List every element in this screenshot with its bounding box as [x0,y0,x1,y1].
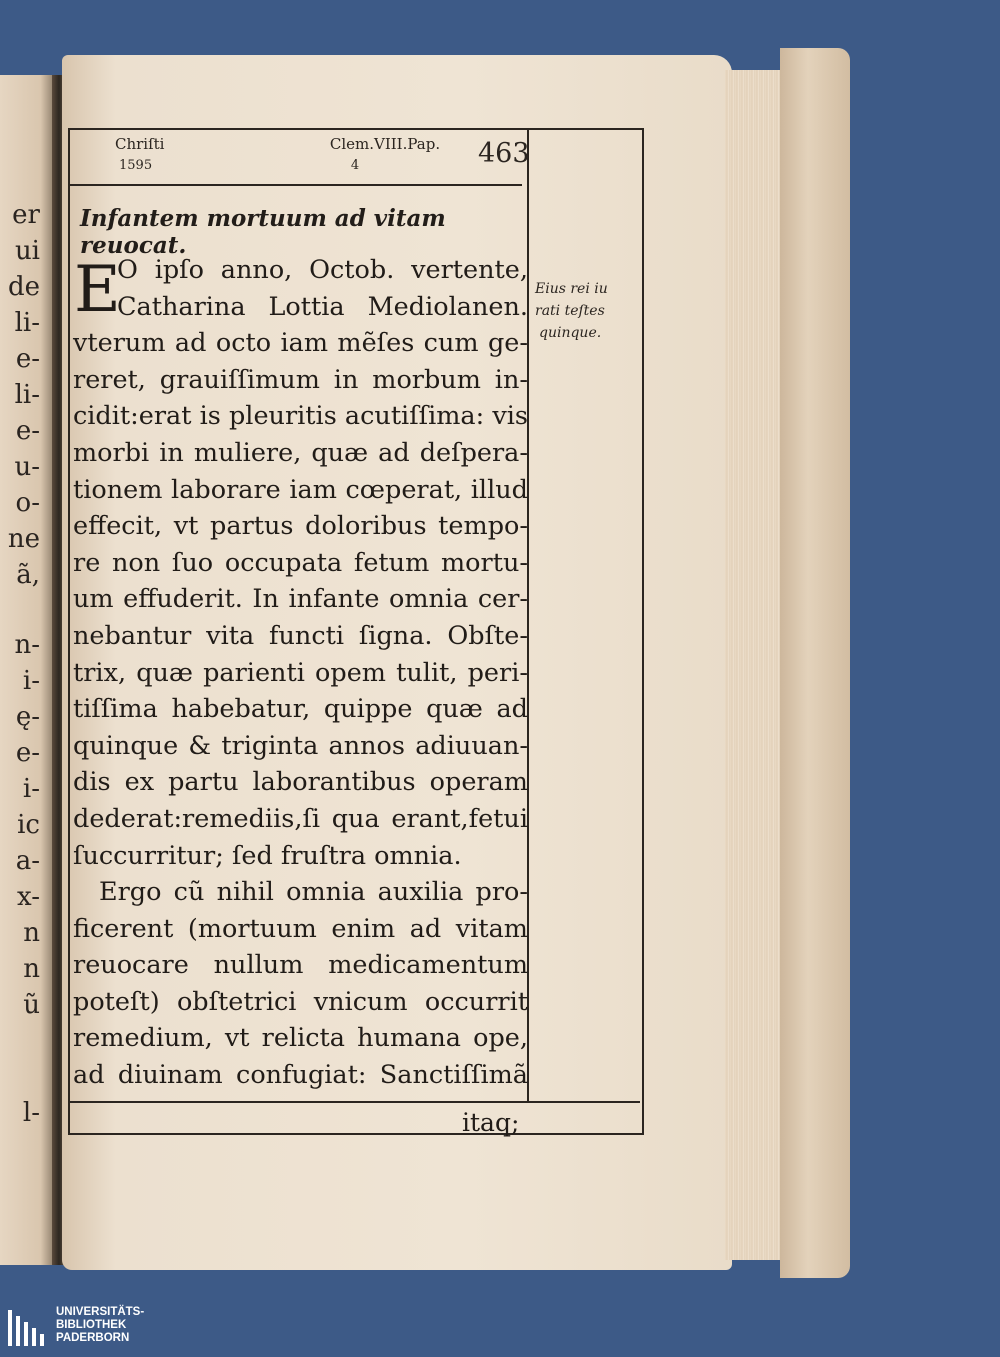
left-page-fragment-text: ę- [15,702,40,732]
left-page-fragment-text: li- [14,380,40,410]
body-line: dederat:remediis,ſi qua erant,fetui [73,803,528,834]
body-line: ficerent (mortuum enim ad vitam [73,913,528,944]
body-line: reret, grauiſſimum in morbum in- [73,364,528,395]
running-head-center-line2: 4 [350,158,360,173]
left-page-fragment-text: u- [14,452,40,482]
margin-note-line: rati teſtes [535,303,605,319]
left-page-fragment-text: ui [14,236,40,266]
body-line: Ergo cũ nihil omnia auxilia pro- [99,877,528,908]
body-line: cidit:erat is pleuritis acutiſſima: vis [73,401,528,432]
running-head-left-line2: 1595 [119,158,153,173]
left-page-fragment-text: l- [22,1098,40,1128]
left-page-fragment-text: de [7,272,40,302]
margin-note-line: quinque. [539,325,602,341]
body-line: remedium, vt relicta humana ope, [73,1023,528,1054]
chapter-title: Infantem mortuum ad vitam reuocat. [80,205,446,259]
body-line: O ipſo anno, Octob. vertente, [117,255,528,285]
left-page-fragment-text: er [12,200,40,230]
left-page-fragment-text: ũ [23,990,40,1020]
left-page-fragment-text: o- [15,488,40,518]
library-name-line3: PADERBORN [56,1332,130,1344]
running-head-center-line1: Clem.VIII.Pap. [329,135,441,153]
body-line: ad diuinam confugiat: Sanctiſſimã [73,1060,528,1091]
body-line: poteſt) obſtetrici vnicum occurrit [73,986,528,1017]
library-name-line1: UNIVERSITÄTS- [56,1306,145,1318]
catchword: itaq; [462,1108,520,1137]
margin-note-line: Eius rei iu [535,281,608,297]
left-page-fragment-text: e- [15,344,40,374]
left-page-fragment-text: n [23,954,40,984]
book-cover-edge [780,48,850,1278]
page-number: 463 [478,138,530,169]
body-line: um effuderit. In infante omnia cer- [73,584,528,615]
body-line: quinque & triginta annos adiuuan- [73,730,528,761]
left-page-fragment-text: e- [15,416,40,446]
body-line: morbi in muliere, quæ ad deſpera- [73,437,528,468]
library-name [56,1306,144,1345]
body-line: effecit, vt partus doloribus tempo- [73,511,528,542]
left-page-fragment-text: n- [14,630,40,660]
body-line: Catharina Lottia Mediolanen. [117,291,528,322]
running-head-center [315,133,455,177]
library-logo-icon [8,1310,50,1346]
left-page-fragment [0,75,58,1265]
left-page-fragment-text: x- [17,882,40,912]
body-line: ſuccurritur; ſed fruſtra omnia. [73,840,462,871]
body-line: re non ſuo occupata fetum mortu- [73,547,528,578]
body-line: tionem laborare iam cœperat, illud [73,474,528,505]
left-page-fragment-text: i- [22,666,40,696]
margin-note [535,278,635,344]
running-head-left [115,133,164,177]
body-line: nebantur vita functi ſigna. Obſte- [73,620,528,651]
body-line: vterum ad octo iam mẽſes cum ge- [73,328,528,359]
drop-cap: E [74,253,121,327]
left-page-fragment-text: ã, [16,560,40,590]
left-page-fragment-text: ne [7,524,40,554]
page-edges [725,70,785,1260]
left-page-fragment-text: e- [15,738,40,768]
body-line: tiſſima habebatur, quippe quæ ad [73,694,528,725]
footer-bar [0,1300,1000,1357]
library-name-line2: BIBLIOTHEK [56,1319,127,1331]
body-line: reuocare nullum medicamentum [73,950,528,981]
running-head-left-line1: Chriſti [115,135,165,153]
left-page-fragment-text: li- [14,308,40,338]
body-text [73,252,528,1094]
left-page-fragment-text: ic [17,810,40,840]
left-page-fragment-text: n [23,918,40,948]
bottom-rule [70,1101,640,1103]
left-page-fragment-text: i- [22,774,40,804]
left-page-fragment-text: a- [15,846,40,876]
body-line: trix, quæ parienti opem tulit, peri- [73,657,528,688]
head-rule [70,184,522,186]
body-line: dis ex partu laborantibus operam [73,767,528,798]
